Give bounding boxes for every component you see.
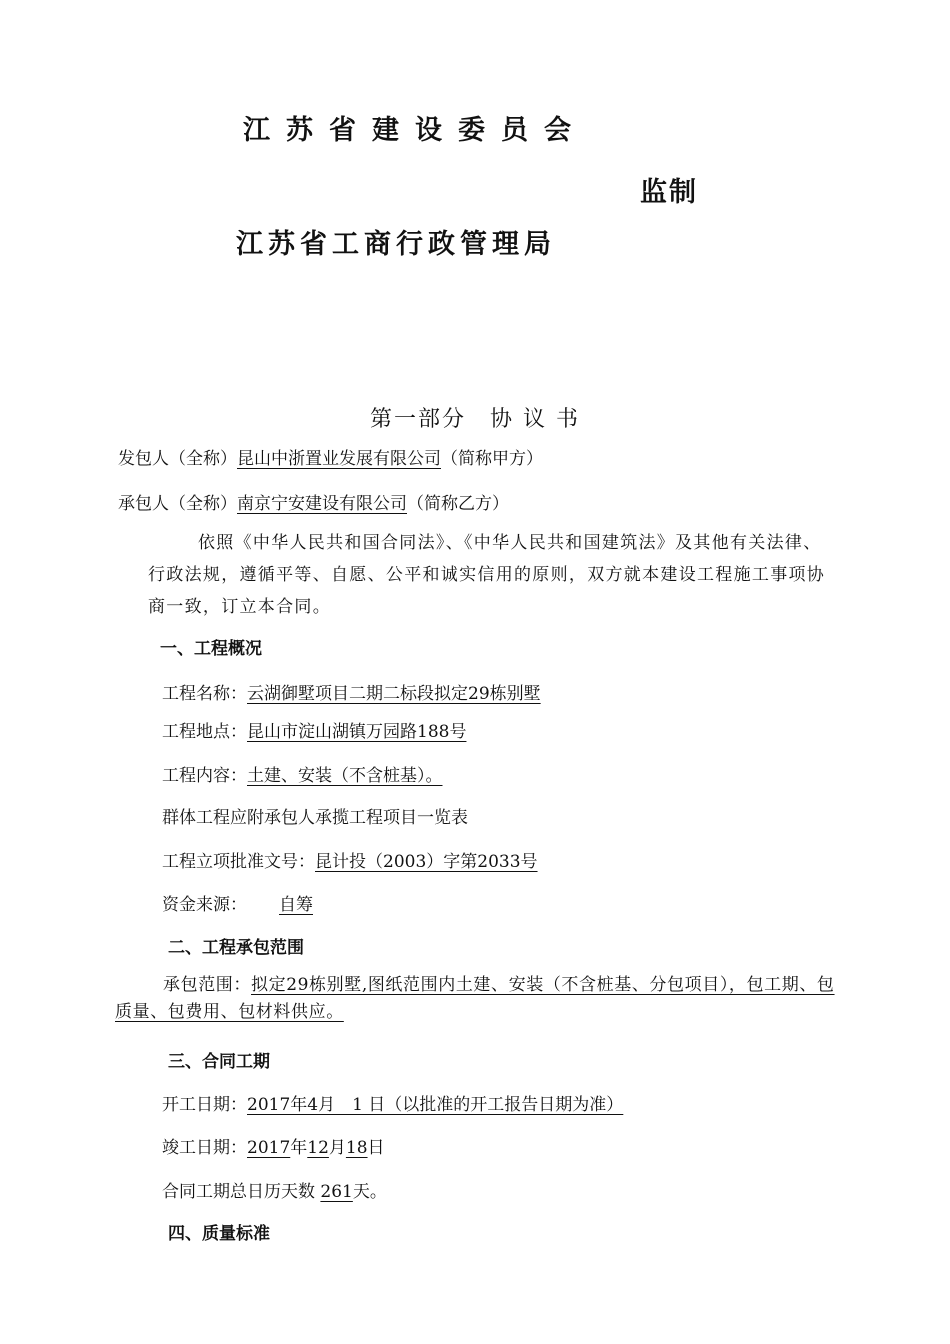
- fund-source-line: [162, 890, 337, 915]
- section-4-title: 四、质量标准: [168, 1224, 270, 1244]
- project-content-line: [162, 761, 443, 786]
- project-location-label: 工程地点：: [162, 722, 247, 742]
- end-date-line: [162, 1133, 385, 1158]
- fund-source-value: 自筹: [279, 895, 313, 915]
- scope-label: 承包范围：: [163, 975, 251, 995]
- part-title: 第一部分 协 议 书: [370, 407, 580, 432]
- project-content-value: 土建、安装（不含桩基）。: [247, 766, 443, 786]
- preamble-text: 依照《中华人民共和国合同法》、《中华人民共和国建筑法》及其他有关法律、行政法规，遵循平等、自愿、公平和诚实信用的原则，双方就本建设工程施工事项协商一致，订立本合同。: [148, 533, 826, 617]
- header-line-committee: 江苏省建设委员会: [243, 115, 587, 146]
- contractor-suffix: （简称乙方）: [407, 494, 509, 514]
- total-days-label: 合同工期总日历天数: [162, 1182, 321, 1202]
- end-year-unit: 年: [290, 1138, 308, 1158]
- project-location-value: 昆山市淀山湖镇万园路188号: [247, 722, 467, 742]
- approval-number-value: 昆计投（2003）字第2033号: [315, 852, 538, 872]
- header-supervised-label: 监制: [640, 177, 698, 208]
- start-date-value: 2017年4月 1 日（以批准的开工报告日期为准）: [247, 1095, 624, 1115]
- preamble-paragraph: [148, 527, 838, 623]
- project-name-line: [162, 679, 541, 704]
- project-name-label: 工程名称：: [162, 684, 247, 704]
- end-month-unit: 月: [328, 1138, 346, 1158]
- end-day: 18: [345, 1138, 368, 1158]
- start-date-line: [162, 1090, 623, 1115]
- project-content-label: 工程内容：: [162, 766, 247, 786]
- employer-suffix: （简称甲方）: [441, 449, 543, 469]
- end-date-label: 竣工日期：: [162, 1138, 247, 1158]
- contractor-line: [118, 489, 509, 514]
- end-month: 12: [307, 1138, 329, 1158]
- end-day-unit: 日: [367, 1138, 385, 1158]
- total-days-value: 261: [320, 1182, 353, 1202]
- scope-value: 拟定29栋别墅,图纸范围内土建、安装（不含桩基、分包项目），包工期、包质量、包费用、包材料供应。: [115, 975, 835, 1022]
- end-year: 2017: [247, 1138, 291, 1158]
- total-days-unit: 天。: [352, 1182, 387, 1202]
- contractor-name: 南京宁安建设有限公司: [237, 494, 407, 514]
- group-project-note: 群体工程应附承包人承揽工程项目一览表: [162, 808, 468, 828]
- fund-source-label: 资金来源：: [162, 895, 247, 915]
- scope-paragraph: [115, 972, 835, 1026]
- contractor-label: 承包人（全称）: [118, 494, 237, 514]
- project-location-line: [162, 717, 466, 742]
- section-3-title: 三、合同工期: [168, 1052, 270, 1072]
- header-line-bureau: 江苏省工商行政管理局: [236, 229, 556, 260]
- section-2-title: 二、工程承包范围: [168, 938, 304, 958]
- project-name-value: 云湖御墅项目二期二标段拟定29栋别墅: [247, 684, 541, 704]
- total-days-line: [162, 1177, 387, 1202]
- approval-number-line: [162, 847, 538, 872]
- approval-number-label: 工程立项批准文号：: [162, 852, 315, 872]
- employer-name: 昆山中浙置业发展有限公司: [237, 449, 441, 469]
- start-date-label: 开工日期：: [162, 1095, 247, 1115]
- employer-line: [118, 444, 543, 469]
- employer-label: 发包人（全称）: [118, 449, 237, 469]
- section-1-title: 一、工程概况: [160, 639, 262, 659]
